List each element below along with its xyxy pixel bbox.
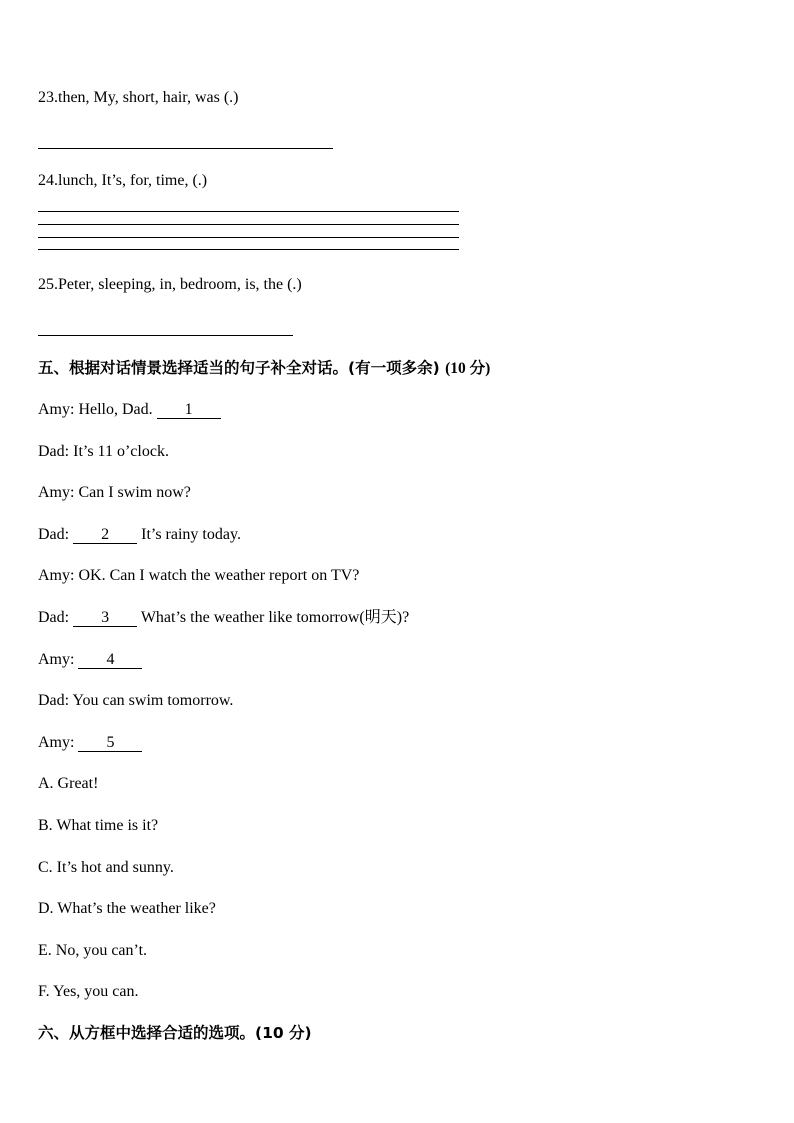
dialogue-text: Hello, Dad. [78, 401, 153, 418]
answer-line-24-b[interactable] [38, 224, 459, 225]
question-24: 24.lunch, It’s, for, time, (.) [38, 172, 208, 189]
speaker: Dad: [38, 443, 70, 460]
dialogue-line-3 [38, 483, 191, 503]
option-b: B. What time is it? [38, 817, 159, 834]
answer-line-25[interactable] [38, 335, 293, 336]
answer-blank-1[interactable]: 1 [157, 401, 221, 419]
dialogue-text: You can swim tomorrow. [72, 692, 234, 709]
section-5-heading [38, 358, 490, 379]
speaker: Amy: [38, 401, 75, 418]
dialogue-line-8 [38, 691, 233, 711]
answer-line-24-a[interactable] [38, 211, 459, 212]
speaker: Amy: [38, 651, 75, 668]
speaker: Dad: [38, 692, 70, 709]
dialogue-text: It’s 11 o’clock. [73, 443, 169, 460]
section-5-title: 五、根据对话情景选择适当的句子补全对话。 [38, 359, 349, 377]
answer-line-24-d[interactable] [38, 249, 459, 250]
question-25: 25.Peter, sleeping, in, bedroom, is, the (.) [38, 276, 302, 293]
answer-line-23[interactable] [38, 148, 333, 149]
section-6-heading: 六、从方框中选择合适的选项。(10 分) [38, 1024, 312, 1042]
question-23: 23.then, My, short, hair, was (.) [38, 89, 239, 106]
dialogue-text: OK. Can I watch the weather report on TV? [78, 567, 360, 584]
dialogue-line-9 [38, 733, 142, 753]
answer-line-24-c[interactable] [38, 237, 459, 238]
answer-blank-2[interactable]: 2 [73, 526, 137, 544]
option-d: D. What’s the weather like? [38, 900, 216, 917]
option-c: C. It’s hot and sunny. [38, 859, 174, 876]
dialogue-text: Can I swim now? [78, 484, 191, 501]
answer-blank-5[interactable]: 5 [78, 734, 142, 752]
speaker: Amy: [38, 484, 75, 501]
dialogue-line-2 [38, 442, 169, 462]
dialogue-line-7 [38, 650, 142, 670]
answer-blank-3[interactable]: 3 [73, 609, 137, 627]
dialogue-text: What’s the weather like tomorrow(明天)? [140, 609, 410, 626]
section-5-points: (10 分) [445, 360, 491, 377]
dialogue-text: It’s rainy today. [141, 526, 241, 543]
dialogue-line-5 [38, 566, 359, 586]
speaker: Amy: [38, 567, 75, 584]
option-a: A. Great! [38, 775, 99, 792]
option-e: E. No, you can’t. [38, 942, 148, 959]
dialogue-line-4 [38, 525, 241, 545]
dialogue-line-1 [38, 400, 221, 420]
section-5-note: (有一项多余) [348, 359, 440, 377]
dialogue-line-6 [38, 608, 409, 628]
speaker: Dad: [38, 526, 70, 543]
speaker: Amy: [38, 734, 75, 751]
option-f: F. Yes, you can. [38, 983, 139, 1000]
speaker: Dad: [38, 609, 70, 626]
answer-blank-4[interactable]: 4 [78, 651, 142, 669]
